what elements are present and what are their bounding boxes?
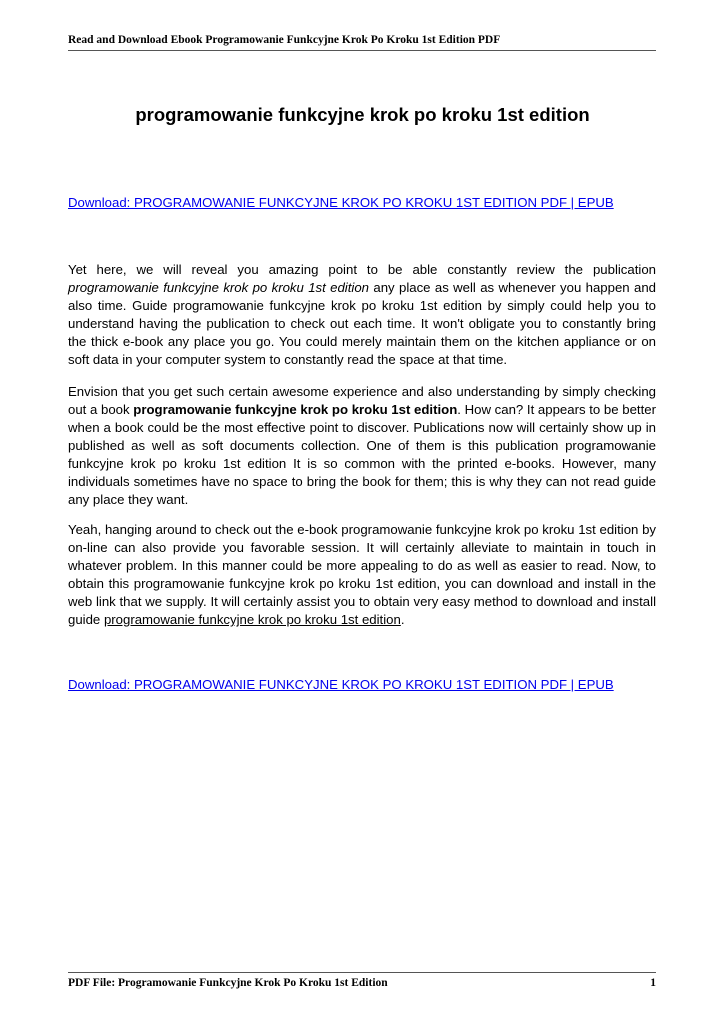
paragraph-2-text: Envision that you get such certain awesome experience and also understanding by simply checking out a book <box>68 384 656 417</box>
paragraph-3-inline-link[interactable]: programowanie funkcyjne krok po kroku 1st edition <box>103 612 401 627</box>
document-title: programowanie funkcyjne krok po kroku 1st edition <box>135 104 590 125</box>
paragraph-1-italic-title: programowanie funkcyjne krok po kroku 1st edition <box>68 280 370 295</box>
footer-divider <box>68 972 656 973</box>
download-link-bottom[interactable]: Download: PROGRAMOWANIE FUNKCYJNE KROK PO KROKU 1ST EDITION PDF | EPUB <box>68 677 614 692</box>
footer-file-label: PDF File: Programowanie Funkcyjne Krok Po Kroku 1st Edition <box>68 977 388 989</box>
paragraph-1-text-end: any place as well as whenever you happen and also time. Guide programowanie funkcyjne krok po kroku 1st edition by simply could help you to understand having the publication to check out each time. It won't obligate you to constantly bring the thick e-book any place you go. You could merely maintain them on the kitchen appliance or on soft data in your computer system to constantly read the space at that time. <box>68 280 657 367</box>
paragraph-3-text-end: . <box>400 612 405 627</box>
paragraph-2 <box>68 383 656 509</box>
paragraph-3-text: Yeah, hanging around to check out the e-book programowanie funkcyjne krok po kroku 1st edition by on-line can also provide you favorable session. It will certainly alleviate to maintain in touch in whatever problem. In this manner could be more appealing to do as well as easier to read. Now, to obtain this programowanie funkcyjne krok po kroku 1st edition, you can download and install in the web link that we supply. It will certainly assist you to obtain very easy method to download and install guide <box>68 522 656 627</box>
header-divider <box>68 50 656 51</box>
paragraph-1-text: Yet here, we will reveal you amazing point to be able constantly review the publication <box>68 262 656 277</box>
page-header-title: Read and Download Ebook Programowanie Funkcyjne Krok Po Kroku 1st Edition PDF <box>68 34 501 46</box>
download-link-top[interactable]: Download: PROGRAMOWANIE FUNKCYJNE KROK PO KROKU 1ST EDITION PDF | EPUB <box>68 195 614 210</box>
paragraph-3 <box>68 521 656 629</box>
paragraph-2-text-end: . How can? It appears to be better when a book could be the most effective point to discover. Publications now will certainly show up in published as well as soft documents collection. One of them is this publication programowanie funkcyjne krok po kroku 1st edition It is so common with the printed e-books. However, many individuals sometimes have no space to bring the book for them; this is why they can not read guide any place they want. <box>68 402 656 507</box>
paragraph-2-bold-title: programowanie funkcyjne krok po kroku 1st edition <box>133 402 458 417</box>
page-number: 1 <box>650 977 656 989</box>
paragraph-1 <box>68 261 656 369</box>
